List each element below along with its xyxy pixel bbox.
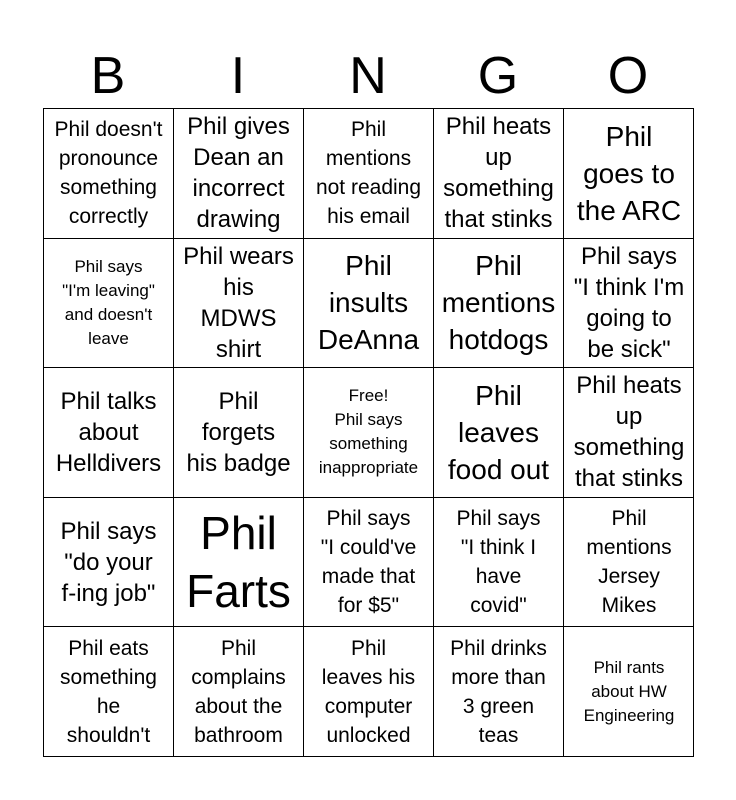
bingo-cell[interactable] [304, 627, 434, 757]
bingo-cell[interactable] [44, 109, 174, 239]
cell-text: Phil eats something he shouldn't [60, 637, 157, 748]
cell-text: Phil says "do your f-ing job" [60, 517, 157, 607]
bingo-cell[interactable] [564, 368, 694, 498]
bingo-cell[interactable] [434, 498, 564, 628]
bingo-cell[interactable] [174, 498, 304, 628]
bingo-cell[interactable] [434, 109, 564, 239]
cell-text: Phil drinks more than 3 green teas [450, 637, 547, 748]
cell-text: Phil Farts [186, 507, 291, 618]
header-letter-n: N [349, 47, 387, 105]
bingo-cell[interactable] [44, 239, 174, 369]
bingo-cell[interactable] [44, 368, 174, 498]
cell-text: Phil rants about HW Engineering [583, 658, 675, 726]
header-letter-i: I [230, 47, 246, 105]
bingo-cell[interactable] [174, 627, 304, 757]
bingo-cell[interactable] [434, 368, 564, 498]
cell-text: Phil insults DeAnna [317, 250, 420, 356]
cell-text: Phil gives Dean an incorrect drawing [187, 113, 290, 234]
bingo-cell[interactable] [304, 239, 434, 369]
cell-text: Phil mentions hotdogs [441, 250, 556, 356]
cell-text: Phil forgets his badge [186, 387, 291, 477]
bingo-cell[interactable] [44, 498, 174, 628]
cell-text: Phil leaves his computer unlocked [321, 637, 416, 748]
cell-text: Phil leaves food out [447, 379, 550, 485]
bingo-cell[interactable] [304, 498, 434, 628]
bingo-cell[interactable] [44, 627, 174, 757]
bingo-cell-free[interactable] [304, 368, 434, 498]
bingo-cell[interactable] [564, 109, 694, 239]
bingo-board [43, 108, 694, 757]
bingo-cell[interactable] [174, 368, 304, 498]
header-letter-o: O [607, 47, 649, 105]
bingo-cell[interactable] [564, 498, 694, 628]
bingo-cell[interactable] [564, 239, 694, 369]
cell-text: Phil heats up something that stinks [443, 113, 554, 234]
cell-text: Phil mentions Jersey Mikes [586, 507, 672, 618]
bingo-cell[interactable] [174, 109, 304, 239]
header-letter-g: G [477, 47, 519, 105]
cell-text: Phil wears his MDWS shirt [183, 242, 294, 363]
bingo-cell[interactable] [434, 239, 564, 369]
cell-text: Phil says "I could've made that for $5" [320, 507, 417, 618]
cell-text: Phil mentions not reading his email [315, 118, 422, 229]
cell-text: Free! Phil says something inappropriate [318, 386, 419, 478]
cell-text: Phil heats up something that stinks [573, 372, 685, 493]
cell-text: Phil doesn't pronounce something correctly [54, 118, 163, 229]
bingo-header [43, 44, 693, 108]
header-letter-b: B [90, 47, 126, 105]
bingo-cell[interactable] [304, 109, 434, 239]
cell-text: Phil says "I think I'm going to be sick" [573, 242, 685, 363]
cell-text: Phil talks about Helldivers [55, 387, 162, 477]
cell-text: Phil says "I'm leaving" and doesn't leave [62, 256, 155, 348]
bingo-cell[interactable] [174, 239, 304, 369]
cell-text: Phil says "I think I have covid" [456, 507, 541, 618]
bingo-cell[interactable] [564, 627, 694, 757]
cell-text: Phil complains about the bathroom [191, 637, 286, 748]
bingo-cell[interactable] [434, 627, 564, 757]
cell-text: Phil goes to the ARC [576, 120, 682, 226]
